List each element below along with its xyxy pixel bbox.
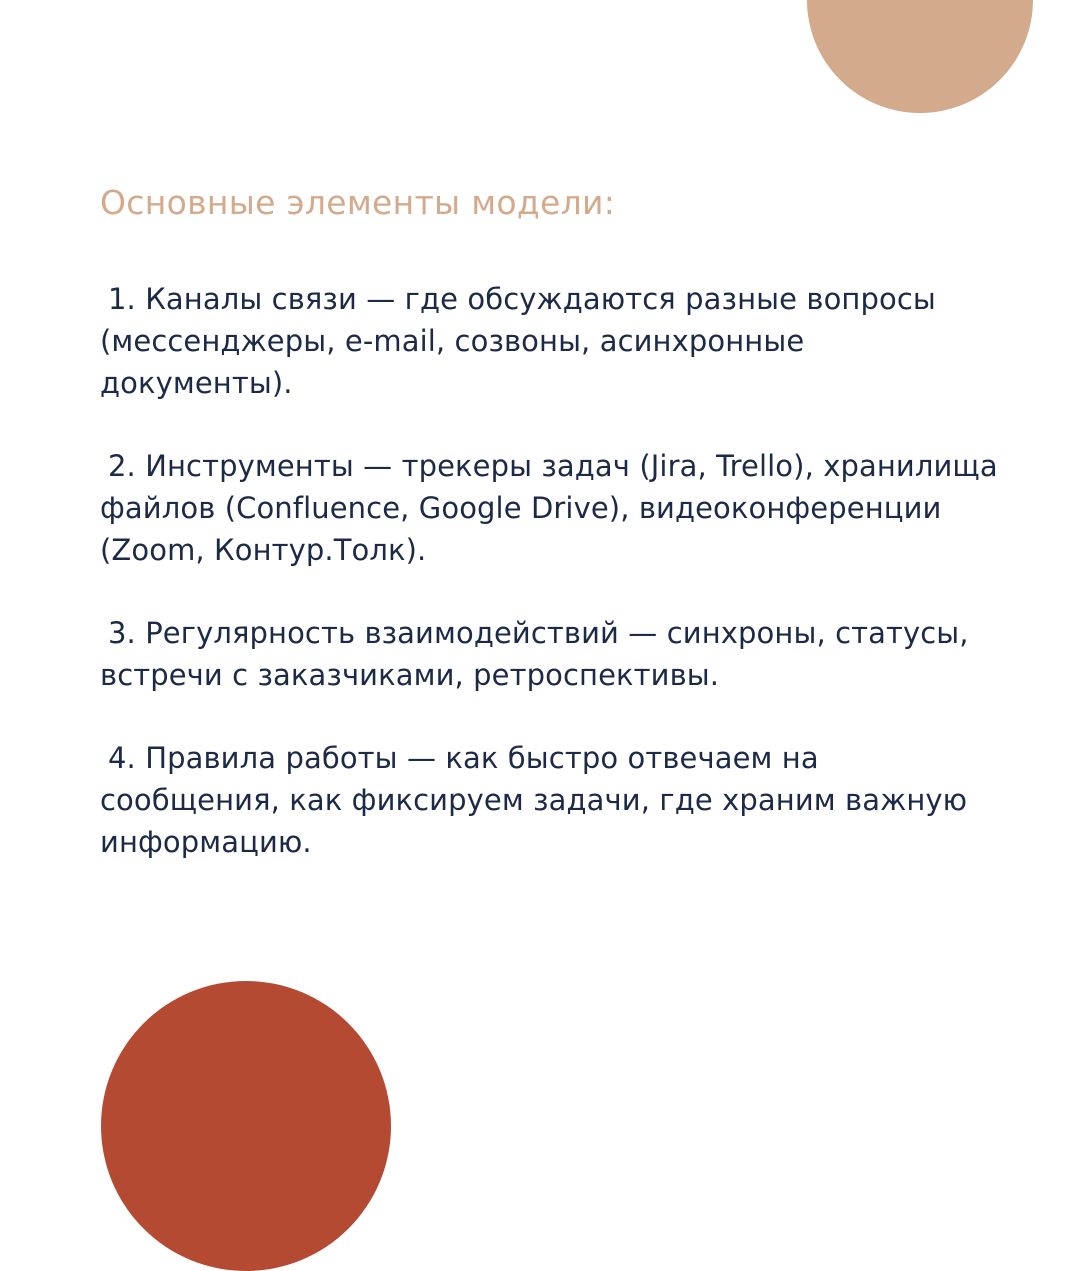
list-item-number: 3.	[108, 616, 136, 650]
decorative-circle-bottom	[101, 981, 391, 1271]
list-item-tools	[100, 445, 1000, 571]
elements-list	[100, 278, 1000, 863]
list-item-text: Правила работы — как быстро отвечаем на сообщения, как фиксируем задачи, где храним важную информацию.	[100, 741, 968, 859]
slide-heading: Основные элементы модели:	[100, 183, 616, 222]
list-item-text: Регулярность взаимодействий — синхроны, статусы, встречи с заказчиками, ретроспективы.	[100, 616, 969, 692]
list-item-text: Каналы связи — где обсуждаются разные вопросы (мессенджеры, e-mail, созвоны, асинхронные документы).	[100, 282, 936, 400]
slide-content	[100, 178, 1000, 904]
decorative-circle-top	[807, 0, 1033, 113]
list-item-text: Инструменты — трекеры задач (Jira, Trello), хранилища файлов (Confluence, Google Drive), видеоконференции (Zoom, Контур.Толк).	[100, 449, 998, 567]
list-item-number: 1.	[108, 282, 136, 316]
list-item-regularity	[100, 612, 1000, 696]
list-item-number: 2.	[108, 449, 136, 483]
list-item-number: 4.	[108, 741, 136, 775]
list-item-channels	[100, 278, 1000, 404]
list-item-rules	[100, 737, 1000, 863]
